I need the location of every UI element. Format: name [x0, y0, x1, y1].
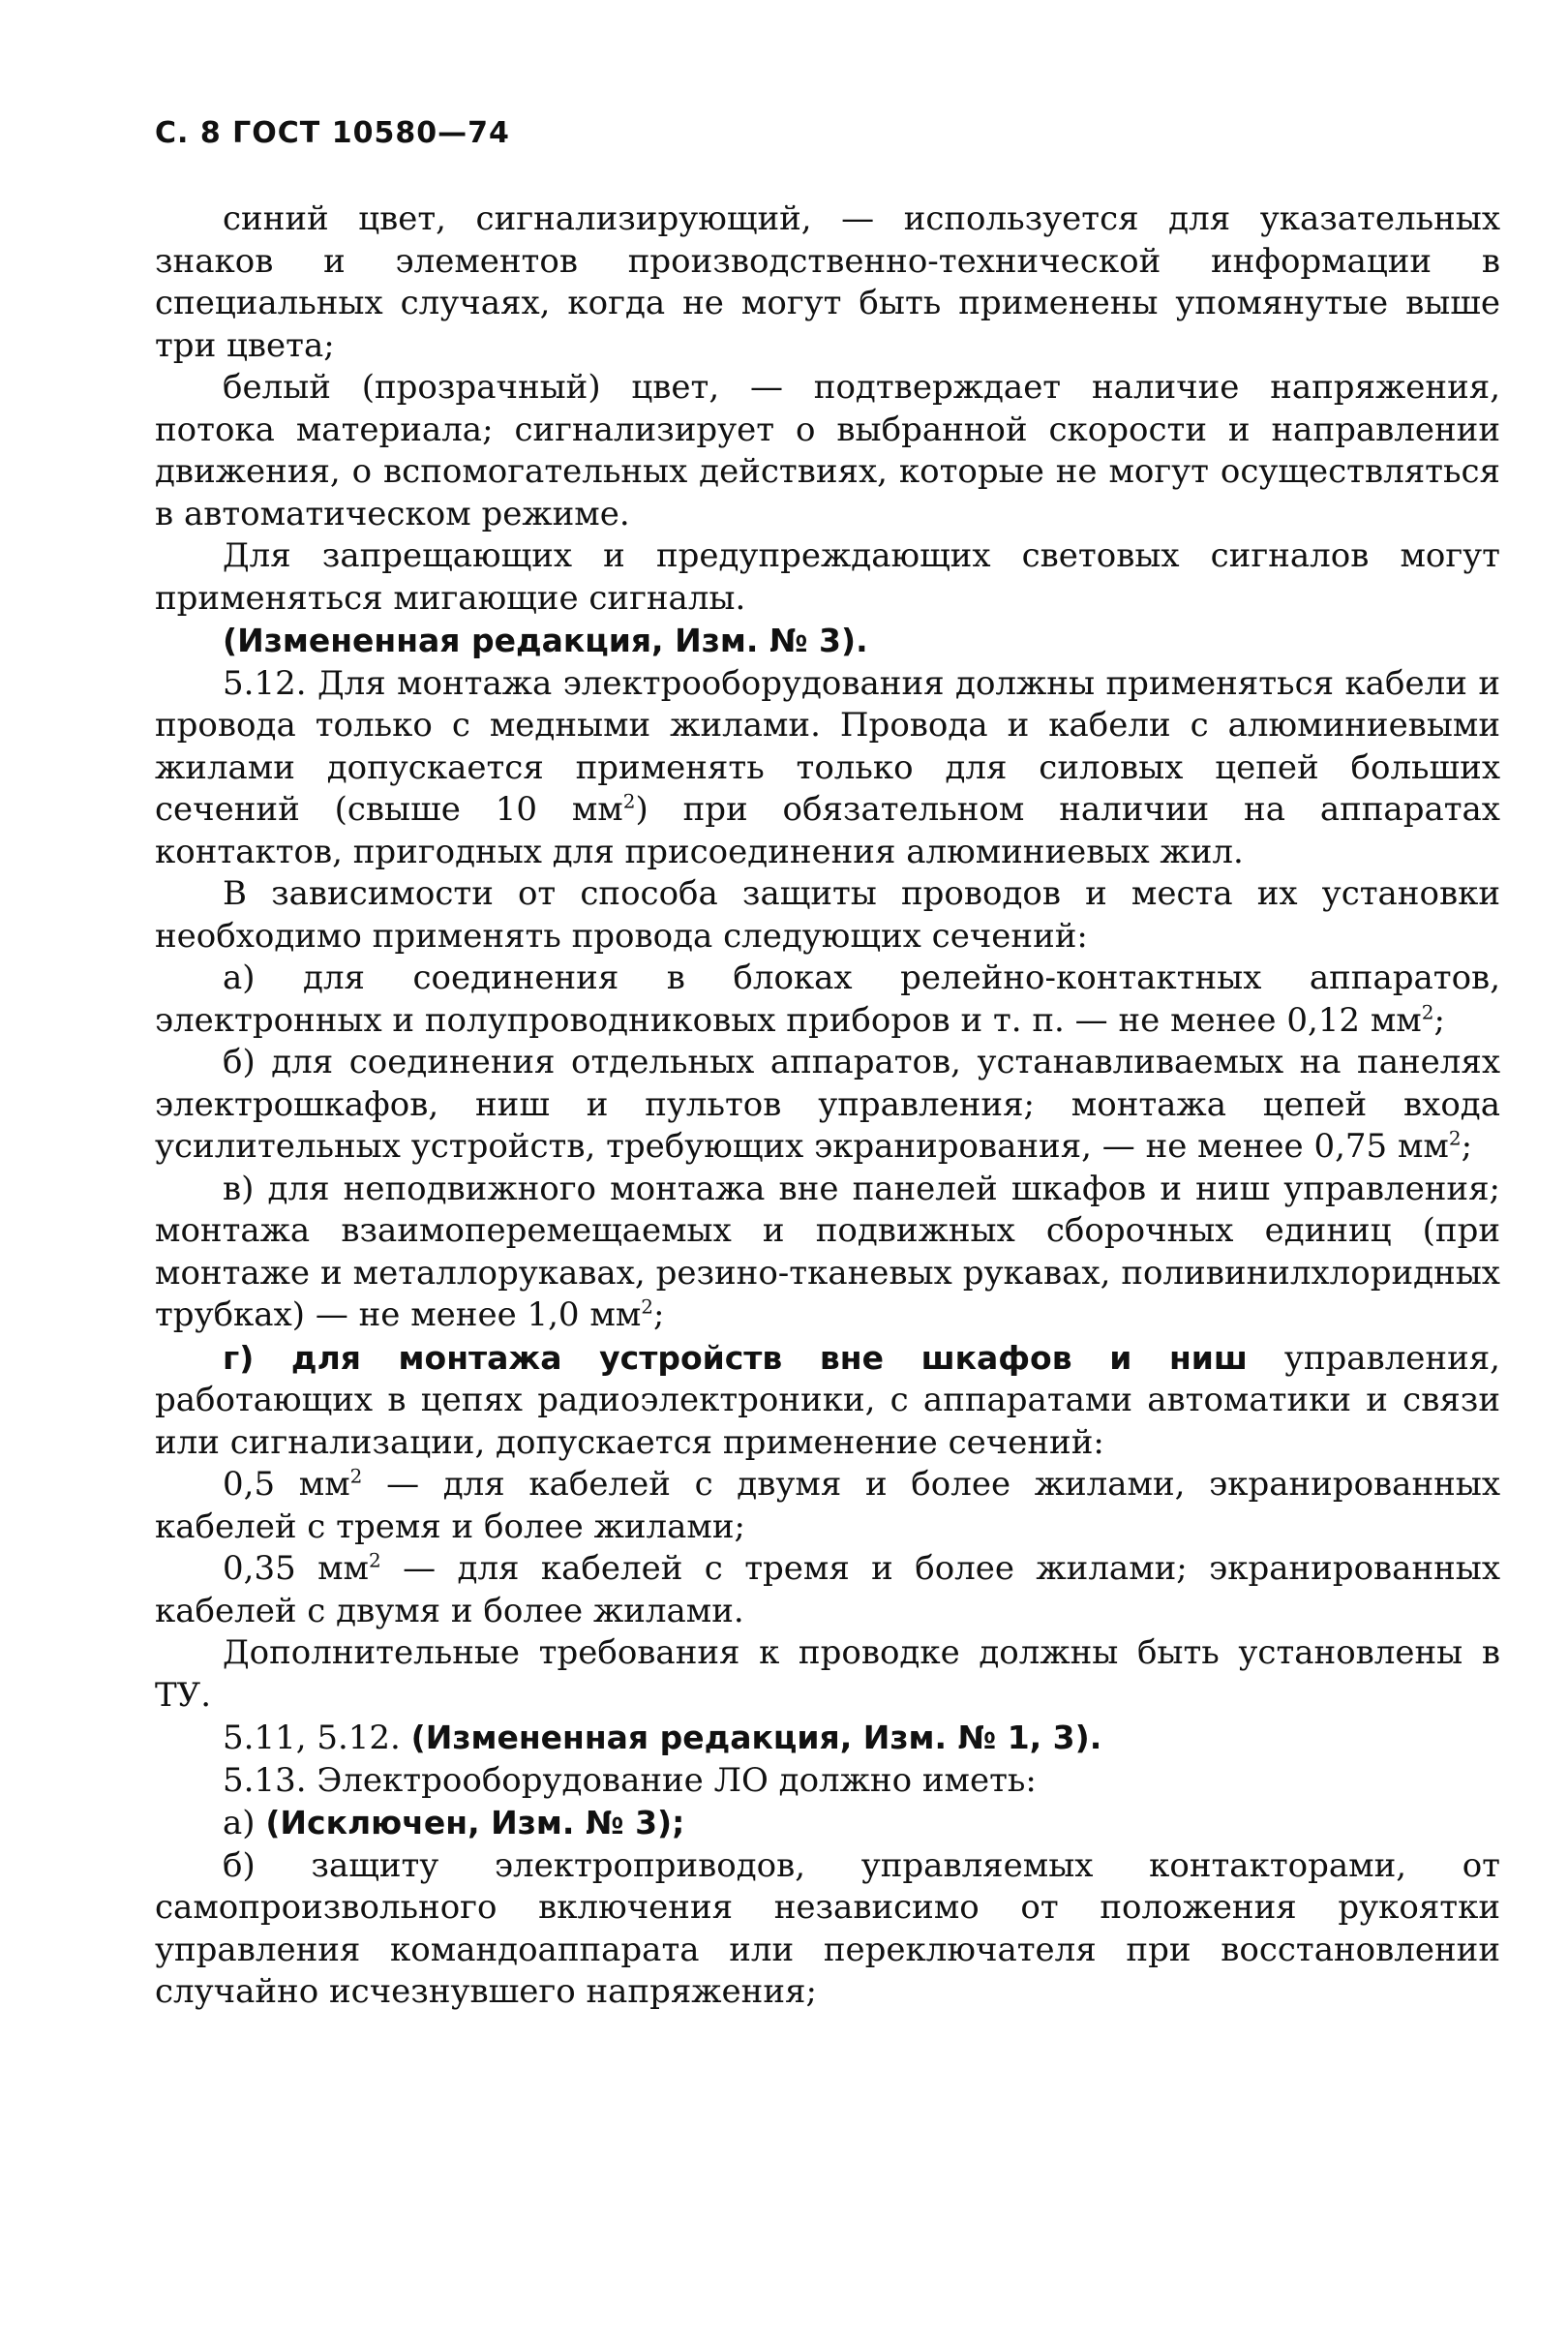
- paragraph-text: а): [223, 1804, 266, 1842]
- paragraph-text: Дополнительные требования к проводке должны быть установлены в ТУ.: [155, 1633, 1500, 1715]
- superscript: 2: [641, 1294, 653, 1319]
- document-body: [155, 198, 1500, 2014]
- clause-5-13: [155, 1760, 1500, 1803]
- paragraph-text: а) для соединения в блоках релейно-контактных аппаратов, электронных и полупроводниковых приборов и т. п. — не менее 0,12 мм: [155, 958, 1500, 1040]
- paragraph-text: синий цвет, сигнализирующий, — используется для указательных знаков и элементов производственно-технической информации в специальных случаях, когда не могут быть применены упомянутые выше три цвета;: [155, 199, 1500, 365]
- paragraph-text-continued: управления, работающих в цепях радиоэлектроники, с аппаратами автоматики и связи или сигнализации, допускается применение сечений:: [155, 1338, 1500, 1462]
- list-item-a: [155, 958, 1500, 1042]
- amendment-text: (Измененная редакция, Изм. № 1, 3).: [410, 1719, 1102, 1756]
- amendment-text: (Измененная редакция, Изм. № 3).: [223, 622, 868, 659]
- paragraph-blue-color: [155, 198, 1500, 367]
- amendment-note: [155, 620, 1500, 663]
- paragraph-text: 5.13. Электрооборудование ЛО должно иметь:: [223, 1760, 1037, 1800]
- paragraph-text: б) защиту электроприводов, управляемых контакторами, от самопроизвольного включения независимо от положения рукоятки управления командоаппарата или переключателя при восстановлении случайно исчезнувшего напряжения;: [155, 1845, 1500, 2011]
- list-item-g: [155, 1337, 1500, 1465]
- superscript: 2: [349, 1464, 363, 1488]
- paragraph-text: в) для неподвижного монтажа вне панелей шкафов и ниш управления; монтажа взаимоперемещаемых и подвижных сборочных единиц (при монтаже и металлорукавах, резино-тканевых рукавах, поливинилхлоридных трубках) — не менее 1,0 мм: [155, 1169, 1500, 1334]
- paragraph-text-continued: — для кабелей с тремя и более жилами; экранированных кабелей с двумя и более жилами.: [155, 1549, 1501, 1630]
- clause-5-13-item-a: [155, 1802, 1500, 1845]
- paragraph-text: 5.12. Для монтажа электрооборудования должны применяться кабели и провода только с медными жилами. Провода и кабели с алюминиевыми жилами допускается применять только для силовых цепей больших сечений (свыше 10 мм: [155, 663, 1500, 829]
- superscript: 2: [1421, 1000, 1434, 1024]
- section-0-5: [155, 1464, 1500, 1548]
- paragraph-additional-requirements: [155, 1632, 1500, 1717]
- clause-5-12: [155, 663, 1500, 874]
- paragraph-text: белый (прозрачный) цвет, — подтверждает наличие напряжения, потока материала; сигнализирует о выбранной скорости и направлении движения, о вспомогательных действиях, которые не могут осуществляться в автоматическом режиме.: [155, 368, 1500, 533]
- page-header: С. 8 ГОСТ 10580—74: [155, 116, 510, 150]
- paragraph-text: 0,5 мм: [223, 1465, 350, 1504]
- list-item-v: [155, 1169, 1500, 1337]
- bold-text: г) для монтажа устройств вне шкафов и ниш: [223, 1338, 1248, 1377]
- paragraph-text: 0,35 мм: [223, 1549, 369, 1588]
- paragraph-text-continued: ;: [653, 1295, 665, 1334]
- superscript: 2: [1448, 1126, 1462, 1150]
- paragraph-wire-sections-intro: [155, 873, 1500, 958]
- paragraph-text: В зависимости от способа защиты проводов и места их установки необходимо применять провода следующих сечений:: [155, 874, 1500, 956]
- paragraph-text-continued: ;: [1461, 1127, 1473, 1166]
- paragraph-text: Для запрещающих и предупреждающих световых сигналов могут применяться мигающие сигналы.: [155, 536, 1500, 618]
- paragraph-text: б) для соединения отдельных аппаратов, устанавливаемых на панелях электрошкафов, ниш и пультов управления; монтажа цепей входа усилительных устройств, требующих экранирования, — не менее 0,75 мм: [155, 1043, 1500, 1166]
- paragraph-blinking-signals: [155, 535, 1500, 620]
- amendment-note-5-11-5-12: [155, 1717, 1500, 1760]
- section-0-35: [155, 1548, 1500, 1632]
- superscript: 2: [622, 789, 636, 813]
- paragraph-white-color: [155, 367, 1500, 535]
- clause-5-13-item-b: [155, 1845, 1500, 2014]
- paragraph-text-continued: ;: [1433, 1000, 1445, 1040]
- paragraph-text-continued: ) при обязательном наличии на аппаратах контактов, пригодных для присоединения алюминиевых жил.: [155, 790, 1500, 871]
- list-item-b: [155, 1042, 1500, 1169]
- paragraph-text: 5.11, 5.12.: [223, 1719, 411, 1757]
- amendment-text: (Исключен, Изм. № 3);: [265, 1804, 685, 1841]
- paragraph-text-continued: — для кабелей с двумя и более жилами, экранированных кабелей с тремя и более жилами;: [155, 1465, 1501, 1546]
- superscript: 2: [369, 1548, 381, 1572]
